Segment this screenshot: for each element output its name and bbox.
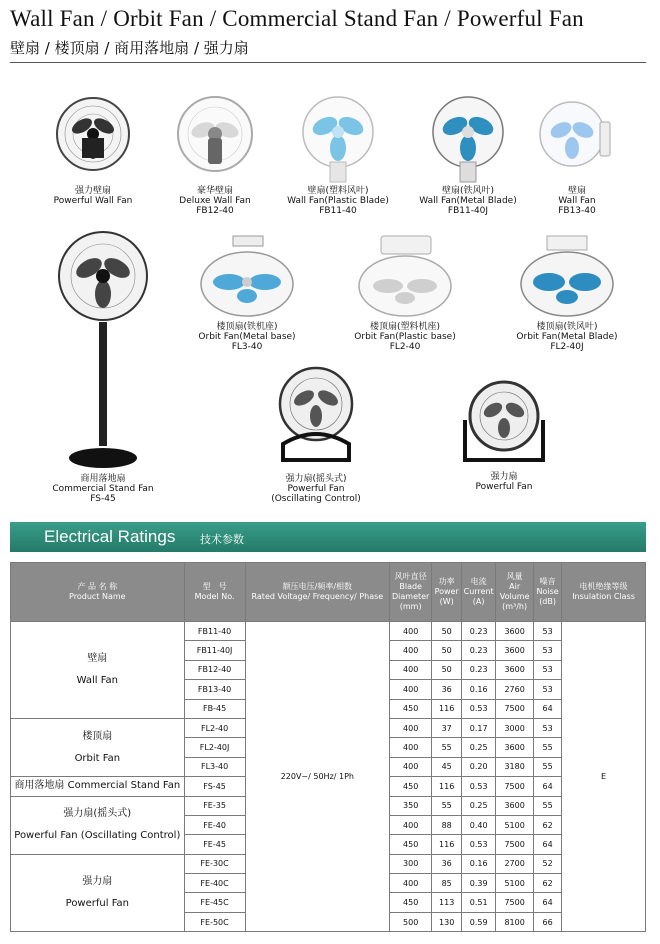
cell-volume: 7500 xyxy=(496,699,534,718)
product-orbit-fan-plastic-base xyxy=(340,234,470,352)
floor-fan-image xyxy=(459,374,549,470)
page-title: Wall Fan / Orbit Fan / Commercial Stand Fan / Powerful Fan xyxy=(10,6,584,31)
product-orbit-fan-metal-base xyxy=(182,234,312,352)
cell-volume: 7500 xyxy=(496,835,534,854)
cell-diameter: 400 xyxy=(390,660,432,679)
table-row xyxy=(11,622,646,641)
group-name-cn: 商用落地扇 xyxy=(14,780,65,792)
product-model: FL3-40 xyxy=(231,342,263,352)
product-model: FB12-40 xyxy=(196,206,234,216)
cell-volume: 3600 xyxy=(496,622,534,641)
cell-model: FE-45C xyxy=(184,893,245,912)
cell-power: 116 xyxy=(432,835,462,854)
product-en: Commercial Stand Fan xyxy=(52,484,154,494)
cell-model: FE-30C xyxy=(184,854,245,873)
cell-volume: 7500 xyxy=(496,893,534,912)
product-cn: 强力扇 xyxy=(490,472,518,482)
cell-current: 0.51 xyxy=(462,893,496,912)
cell-noise: 53 xyxy=(534,680,562,699)
header-insulation: 电机绝缘等级 Insulation Class xyxy=(562,563,646,622)
cell-volume: 3600 xyxy=(496,641,534,660)
product-cn: 强力壁扇 xyxy=(74,186,111,196)
cell-current: 0.16 xyxy=(462,854,496,873)
product-en: Wall Fan xyxy=(558,196,596,206)
product-powerful-fan xyxy=(454,374,554,492)
cell-volume: 3000 xyxy=(496,718,534,737)
header-model: 型 号 Model No. xyxy=(184,563,245,622)
header-rated: 额压电压/频率/相数 Rated Voltage/ Frequency/ Phase xyxy=(245,563,390,622)
cell-diameter: 400 xyxy=(390,738,432,757)
cell-model: FE-45 xyxy=(184,835,245,854)
cell-volume: 7500 xyxy=(496,777,534,796)
cell-current: 0.25 xyxy=(462,738,496,757)
header-product-name: 产 品 名 称 Product Name xyxy=(11,563,185,622)
cell-current: 0.53 xyxy=(462,835,496,854)
cell-noise: 62 xyxy=(534,815,562,834)
cell-power: 113 xyxy=(432,893,462,912)
product-orbit-fan-metal-blade xyxy=(500,234,634,352)
product-powerful-fan-oscillating xyxy=(258,364,374,504)
cell-current: 0.23 xyxy=(462,641,496,660)
cell-noise: 64 xyxy=(534,699,562,718)
cell-volume: 3180 xyxy=(496,757,534,776)
cell-diameter: 300 xyxy=(390,854,432,873)
group-name-en: Powerful Fan (Oscillating Control) xyxy=(14,830,181,842)
cell-model: FE-40 xyxy=(184,815,245,834)
cell-diameter: 500 xyxy=(390,912,432,931)
cell-power: 50 xyxy=(432,660,462,679)
cell-volume: 2760 xyxy=(496,680,534,699)
wall-fan-image xyxy=(536,92,618,184)
wall-fan-image xyxy=(52,92,134,184)
cell-current: 0.25 xyxy=(462,796,496,815)
cell-model: FL2-40 xyxy=(184,718,245,737)
product-cn: 豪华壁扇 xyxy=(196,186,233,196)
cell-current: 0.16 xyxy=(462,680,496,699)
product-powerful-wall-fan xyxy=(38,92,148,206)
cell-current: 0.53 xyxy=(462,699,496,718)
product-cn: 楼顶扇(塑料机座) xyxy=(369,322,441,332)
product-en: Deluxe Wall Fan xyxy=(179,196,251,206)
product-en: Powerful Fan xyxy=(475,482,533,492)
product-commercial-stand-fan xyxy=(40,230,166,504)
product-en: Wall Fan(Plastic Blade) xyxy=(287,196,389,206)
group-name-en: Powerful Fan xyxy=(65,897,129,909)
page-subtitle-cn: 壁扇 / 楼顶扇 / 商用落地扇 / 强力扇 xyxy=(10,39,249,57)
product-model: (Oscillating Control) xyxy=(271,494,361,504)
cell-power: 36 xyxy=(432,680,462,699)
group-name-cn: 强力扇(摇头式) xyxy=(63,808,132,820)
cell-power: 130 xyxy=(432,912,462,931)
cell-diameter: 400 xyxy=(390,815,432,834)
cell-current: 0.53 xyxy=(462,777,496,796)
product-wall-fan-metal xyxy=(406,92,530,216)
section-title-cn: 技术参数 xyxy=(200,533,244,546)
cell-current: 0.23 xyxy=(462,660,496,679)
cell-power: 36 xyxy=(432,854,462,873)
cell-power: 45 xyxy=(432,757,462,776)
cell-power: 55 xyxy=(432,796,462,815)
product-model: FB11-40 xyxy=(319,206,357,216)
product-model: FB13-40 xyxy=(558,206,596,216)
product-model: FS-45 xyxy=(90,494,116,504)
cell-model: FE-50C xyxy=(184,912,245,931)
cell-model: FB12-40 xyxy=(184,660,245,679)
product-en: Orbit Fan(Metal Blade) xyxy=(516,332,618,342)
product-model: FB11-40J xyxy=(447,206,489,216)
cell-volume: 5100 xyxy=(496,874,534,893)
header-volume: 风量 Air Volume (m³/h) xyxy=(496,563,534,622)
cell-power: 55 xyxy=(432,738,462,757)
stand-fan-image xyxy=(55,230,151,472)
cell-model: FB11-40 xyxy=(184,622,245,641)
header-current: 电流 Current (A) xyxy=(462,563,496,622)
group-name-cn: 强力扇 xyxy=(82,875,113,887)
product-cn: 楼顶扇(铁机座) xyxy=(216,322,278,332)
cell-model: FL2-40J xyxy=(184,738,245,757)
orbit-fan-image xyxy=(355,234,455,320)
cell-diameter: 400 xyxy=(390,641,432,660)
cell-diameter: 450 xyxy=(390,835,432,854)
cell-current: 0.23 xyxy=(462,622,496,641)
orbit-fan-image xyxy=(197,234,297,320)
product-group-name xyxy=(11,718,185,776)
cell-diameter: 350 xyxy=(390,796,432,815)
product-en: Orbit Fan(Plastic base) xyxy=(354,332,456,342)
cell-model: FB13-40 xyxy=(184,680,245,699)
cell-current: 0.59 xyxy=(462,912,496,931)
floor-fan-image xyxy=(273,364,359,472)
table-body xyxy=(11,622,646,932)
cell-power: 85 xyxy=(432,874,462,893)
cell-power: 116 xyxy=(432,699,462,718)
cell-current: 0.40 xyxy=(462,815,496,834)
product-group-name xyxy=(11,796,185,854)
header-noise: 噪音 Noise (dB) xyxy=(534,563,562,622)
cell-current: 0.17 xyxy=(462,718,496,737)
section-title: Electrical Ratings xyxy=(44,527,176,546)
cell-model: FL3-40 xyxy=(184,757,245,776)
cell-current: 0.39 xyxy=(462,874,496,893)
cell-noise: 53 xyxy=(534,718,562,737)
cell-model: FS-45 xyxy=(184,777,245,796)
cell-noise: 55 xyxy=(534,796,562,815)
cell-power: 50 xyxy=(432,622,462,641)
wall-fan-image xyxy=(174,92,256,184)
product-wall-fan xyxy=(532,92,622,216)
cell-model: FE-40C xyxy=(184,874,245,893)
table-header-row xyxy=(11,563,646,622)
cell-noise: 53 xyxy=(534,641,562,660)
product-cn: 商用落地扇 xyxy=(80,474,126,484)
cell-volume: 5100 xyxy=(496,815,534,834)
cell-noise: 64 xyxy=(534,893,562,912)
product-model: FL2-40J xyxy=(550,342,584,352)
cell-power: 50 xyxy=(432,641,462,660)
cell-rated-voltage: 220V~/ 50Hz/ 1Ph xyxy=(245,622,390,932)
cell-insulation-class: E xyxy=(562,622,646,932)
cell-current: 0.20 xyxy=(462,757,496,776)
group-name-en: Orbit Fan xyxy=(74,752,121,764)
cell-power: 116 xyxy=(432,777,462,796)
cell-diameter: 400 xyxy=(390,718,432,737)
cell-diameter: 400 xyxy=(390,622,432,641)
group-name-cn: 壁扇 xyxy=(87,652,108,664)
electrical-ratings-banner xyxy=(10,522,646,552)
cell-noise: 53 xyxy=(534,622,562,641)
cell-volume: 2700 xyxy=(496,854,534,873)
product-cn: 楼顶扇(铁风叶) xyxy=(536,322,598,332)
cell-diameter: 400 xyxy=(390,757,432,776)
cell-noise: 53 xyxy=(534,660,562,679)
group-name-cn: 楼顶扇 xyxy=(82,730,113,742)
cell-diameter: 450 xyxy=(390,699,432,718)
cell-power: 88 xyxy=(432,815,462,834)
cell-noise: 55 xyxy=(534,738,562,757)
cell-volume: 3600 xyxy=(496,738,534,757)
cell-noise: 64 xyxy=(534,777,562,796)
product-deluxe-wall-fan xyxy=(160,92,270,216)
product-cn: 强力扇(摇头式) xyxy=(285,474,347,484)
product-cn: 壁扇(铁风叶) xyxy=(441,186,495,196)
product-en: Powerful Wall Fan xyxy=(53,196,133,206)
title-divider xyxy=(10,62,646,63)
cell-power: 37 xyxy=(432,718,462,737)
cell-noise: 55 xyxy=(534,757,562,776)
product-en: Wall Fan(Metal Blade) xyxy=(419,196,517,206)
cell-volume: 3600 xyxy=(496,660,534,679)
product-en: Powerful Fan xyxy=(287,484,345,494)
cell-model: FE-35 xyxy=(184,796,245,815)
wall-fan-image xyxy=(427,92,509,184)
cell-volume: 3600 xyxy=(496,796,534,815)
cell-diameter: 450 xyxy=(390,777,432,796)
product-en: Orbit Fan(Metal base) xyxy=(198,332,296,342)
product-group-name xyxy=(11,622,185,719)
product-cn: 壁扇 xyxy=(567,186,586,196)
group-name-en: Commercial Stand Fan xyxy=(67,780,181,792)
product-group-name xyxy=(11,854,185,932)
cell-diameter: 400 xyxy=(390,874,432,893)
header-diameter: 风叶直径 Blade Diameter (mm) xyxy=(390,563,432,622)
cell-noise: 52 xyxy=(534,854,562,873)
cell-noise: 62 xyxy=(534,874,562,893)
header-power: 功率 Power (W) xyxy=(432,563,462,622)
cell-noise: 64 xyxy=(534,835,562,854)
cell-diameter: 450 xyxy=(390,893,432,912)
wall-fan-image xyxy=(297,92,379,184)
cell-diameter: 400 xyxy=(390,680,432,699)
product-cn: 壁扇(塑料风叶) xyxy=(307,186,369,196)
group-name-en: Wall Fan xyxy=(76,674,119,686)
electrical-ratings-table xyxy=(10,562,646,932)
product-wall-fan-plastic xyxy=(276,92,400,216)
cell-noise: 66 xyxy=(534,912,562,931)
cell-model: FB11-40J xyxy=(184,641,245,660)
product-group-name xyxy=(11,777,185,796)
cell-model: FB-45 xyxy=(184,699,245,718)
orbit-fan-image xyxy=(517,234,617,320)
product-model: FL2-40 xyxy=(389,342,421,352)
cell-volume: 8100 xyxy=(496,912,534,931)
